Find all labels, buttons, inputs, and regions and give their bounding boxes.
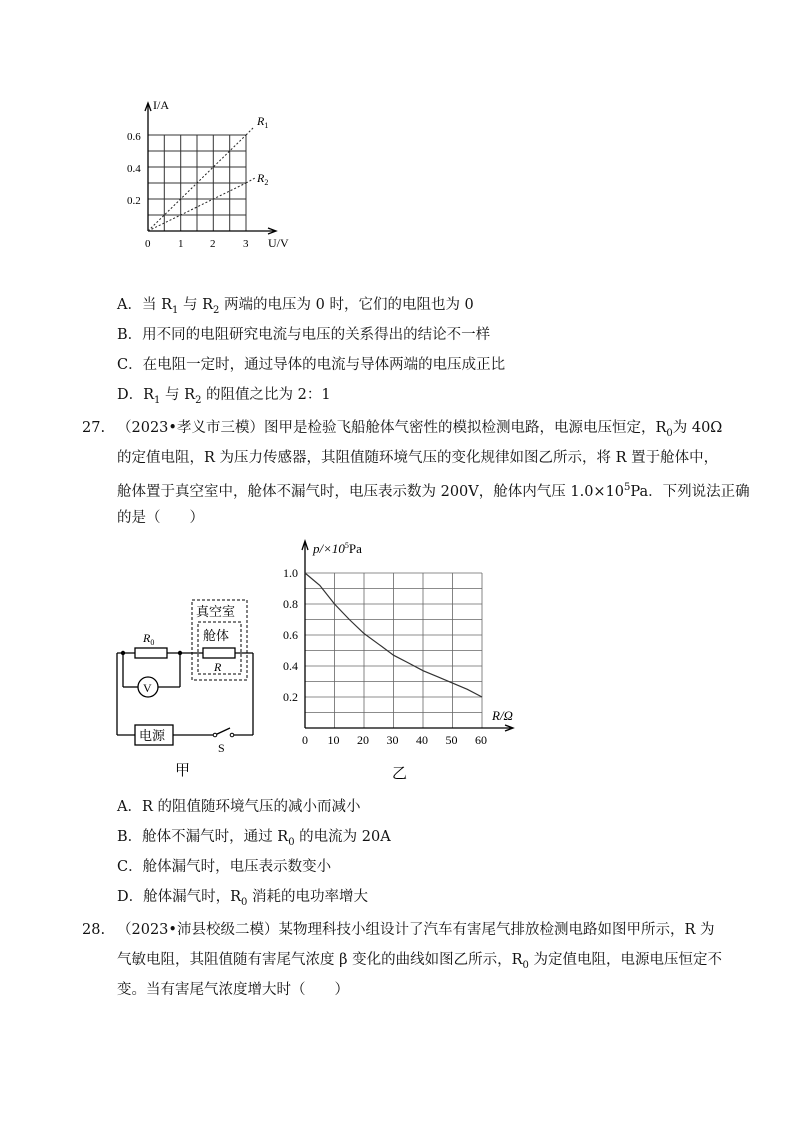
x-tick: 2 xyxy=(210,238,216,250)
x-tick: 60 xyxy=(475,733,487,747)
r1-label: $R_1$ xyxy=(257,114,269,130)
q27-line-4: 的是（ ） xyxy=(117,510,204,526)
q27-option-a: A．R 的阻值随环境气压的减小而减小 xyxy=(117,799,361,815)
q28-line-1: 28. （2023•沛县校级二模）某物理科技小组设计了汽车有害尾气排放检测电路如图甲所示，R 为 xyxy=(82,922,715,938)
q27-line-1: 27. （2023•孝义市三模）图甲是检验飞船舱体气密性的模拟检测电路，电源电压恒定，$R_0$为 40Ω xyxy=(82,420,723,439)
y-tick: 0.4 xyxy=(283,659,298,673)
y-tick: 0.2 xyxy=(127,195,141,207)
q27-line-3: 舱体置于真空室中，舱体不漏气时，电压表示数为 200V，舱体内气压 $1.0\times 10^5Pa$．下列说法正确 xyxy=(117,482,750,500)
q26-option-d: D．$R_1$ 与 $R_2$ 的阻值之比为 2：1 xyxy=(117,387,331,406)
x-tick: 3 xyxy=(243,238,249,250)
power-label: 电源 xyxy=(139,728,166,743)
x-tick: 10 xyxy=(327,733,340,747)
x-tick: 20 xyxy=(357,733,369,747)
r0-label: $R_0$ xyxy=(143,631,155,647)
q26-option-c: C．在电阻一定时，通过导体的电流与导体两端的电压成正比 xyxy=(117,357,506,373)
y-axis-label: I/A xyxy=(153,98,169,112)
q28-line-2: 气敏电阻，其阻值随有害尾气浓度 β 变化的曲线如图乙所示，$R_0$ 为定值电阻，电源电压恒定不 xyxy=(117,952,723,971)
caption-jia: 甲 xyxy=(175,763,191,779)
y-tick: 1.0 xyxy=(283,566,298,580)
pressure-graph xyxy=(280,535,520,785)
vacuum-label: 真空室 xyxy=(196,604,236,619)
x-tick: 30 xyxy=(386,733,399,747)
x-tick: 50 xyxy=(445,733,458,747)
q28-line-3: 变。当有害尾气浓度增大时（ ） xyxy=(117,982,349,998)
x-tick: 0 xyxy=(302,733,308,747)
y-tick: 0.8 xyxy=(283,597,298,611)
q27-line-2: 的定值电阻，R 为压力传感器，其阻值随环境气压的变化规律如图乙所示，将 R 置于舱体中， xyxy=(117,450,719,466)
q27-option-b: B．舱体不漏气时，通过 $R_0$ 的电流为 20A xyxy=(117,829,391,848)
y-tick: 0.6 xyxy=(283,628,298,642)
caption-yi: 乙 xyxy=(392,766,408,782)
q26-option-a: A．当 $R_1$ 与 $R_2$ 两端的电压为 0 时，它们的电阻也为 0 xyxy=(117,297,474,316)
x-axis-label: U/V xyxy=(268,236,289,250)
x-tick: 0 xyxy=(145,238,151,250)
y-tick: 0.6 xyxy=(127,131,141,143)
y-axis-label: $p/\times 10^5Pa$ xyxy=(313,541,362,556)
x-tick: 40 xyxy=(416,733,428,747)
iu-graph xyxy=(125,95,300,255)
question-number: 28. xyxy=(82,922,106,938)
voltmeter-label: V xyxy=(143,681,152,695)
y-tick: 0.2 xyxy=(283,690,298,704)
q26-option-b: B．用不同的电阻研究电流与电压的关系得出的结论不一样 xyxy=(117,327,491,343)
q27-option-c: C．舱体漏气时，电压表示数变小 xyxy=(117,859,332,875)
x-tick: 1 xyxy=(178,238,184,250)
question-number: 27. xyxy=(82,420,106,436)
circuit-diagram xyxy=(105,595,270,785)
x-axis-label: R/Ω xyxy=(492,708,513,723)
y-tick: 0.4 xyxy=(127,163,141,175)
switch-label: S xyxy=(218,741,225,755)
cabin-label: 舱体 xyxy=(203,628,230,643)
q27-option-d: D．舱体漏气时，$R_0$ 消耗的电功率增大 xyxy=(117,889,369,908)
r-label: R xyxy=(214,660,222,674)
r2-label: $R_2$ xyxy=(257,171,269,187)
